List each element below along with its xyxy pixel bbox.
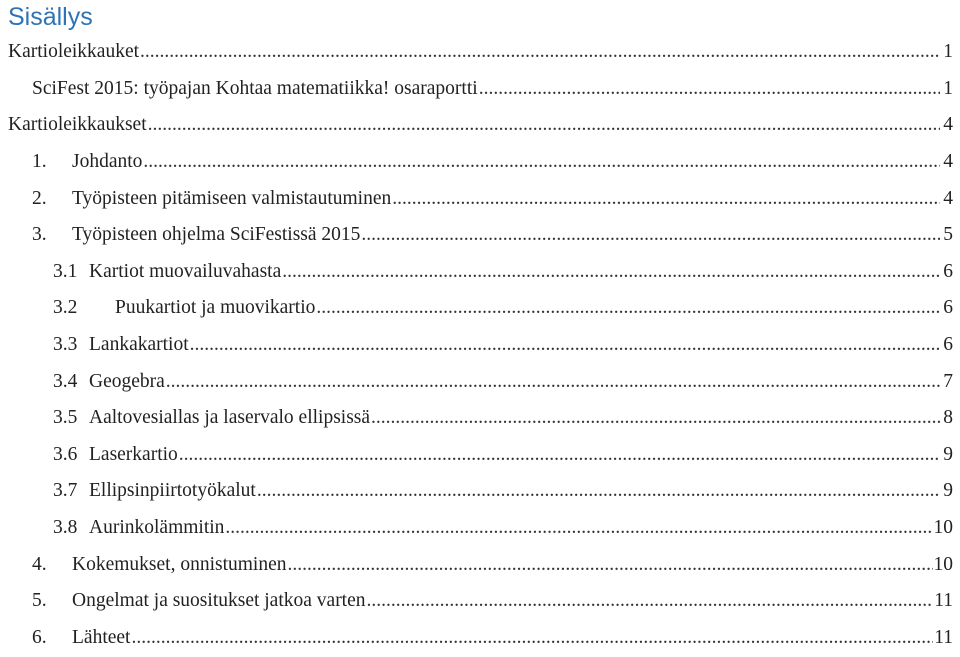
toc-entry-title: SciFest 2015: työpajan Kohtaa matematiikka! osaraportti [32,77,478,99]
toc-entry-title: Lähteet [72,626,131,648]
toc-entry-number: 3.1 [53,260,78,282]
toc-entry[interactable] [0,180,960,217]
toc-entry-number: 3.4 [53,370,78,392]
toc-entry[interactable] [0,437,960,474]
toc-entry[interactable] [0,34,960,71]
toc-entry-number: 4. [32,553,47,575]
toc-entry-page: 10 [933,553,953,575]
dot-leader [140,41,940,63]
toc-entry[interactable] [0,510,960,547]
toc-entry[interactable] [0,290,960,327]
toc-entry[interactable] [0,327,960,364]
toc-entry-number: 3.8 [53,517,78,539]
toc-entry-page: 6 [943,297,953,319]
toc-entry-page: 7 [943,370,953,392]
dot-leader [166,371,940,393]
toc-entry-title: Työpisteen ohjelma SciFestissä 2015 [72,224,361,246]
toc-entry-page: 4 [943,114,953,136]
toc-entry[interactable] [0,400,960,437]
toc-entry-page: 6 [943,260,953,282]
dot-leader [257,480,940,502]
toc-heading: Sisällys [8,3,93,31]
toc-entry-number: 6. [32,626,47,648]
toc-entry-title: Kartiot muovailuvahasta [89,260,282,282]
toc-entry[interactable] [0,473,960,510]
toc-entry-number: 3.3 [53,334,78,356]
toc-entry-number: 3.2 [53,297,78,319]
toc-entry-page: 6 [943,334,953,356]
dot-leader [392,188,940,210]
toc-entry-page: 4 [943,151,953,173]
toc-entry-page: 11 [934,590,953,612]
toc-entry-page: 9 [943,443,953,465]
toc-entry[interactable] [0,217,960,254]
toc-entry-title: Kartioleikkauket [8,41,140,63]
toc-entry-number: 3.6 [53,443,78,465]
toc-entry-page: 1 [943,41,953,63]
dot-leader [371,407,940,429]
dot-leader [190,334,940,356]
toc-entry-page: 11 [934,626,953,648]
toc-entry-title: Aurinkolämmitin [89,517,225,539]
dot-leader [143,151,940,173]
dot-leader [179,444,940,466]
toc-entry[interactable] [0,546,960,583]
dot-leader [361,224,940,246]
dot-leader [225,517,932,539]
toc-entry-number: 3.7 [53,480,78,502]
toc-entry-title: Työpisteen pitämiseen valmistautuminen [72,187,392,209]
toc-entry-number: 3. [32,224,47,246]
table-of-contents [0,34,960,656]
toc-entry-title: Puukartiot ja muovikartio [115,297,316,319]
toc-entry-number: 3.5 [53,407,78,429]
toc-entry[interactable] [0,363,960,400]
dot-leader [367,590,934,612]
toc-entry-title: Ongelmat ja suositukset jatkoa varten [72,590,366,612]
toc-entry-title: Laserkartio [89,443,178,465]
dot-leader [316,297,940,319]
dot-leader [131,627,933,649]
toc-entry-page: 5 [943,224,953,246]
dot-leader [287,554,932,576]
toc-entry-title: Kartioleikkaukset [8,114,147,136]
toc-entry-page: 9 [943,480,953,502]
toc-entry-title: Johdanto [72,151,143,173]
toc-entry-title: Ellipsinpiirtotyökalut [89,480,256,502]
toc-entry[interactable] [0,107,960,144]
toc-entry[interactable] [0,583,960,620]
toc-entry[interactable] [0,144,960,181]
toc-entry-page: 10 [933,517,953,539]
toc-entry[interactable] [0,71,960,108]
toc-entry[interactable] [0,254,960,291]
toc-entry-title: Lankakartiot [89,334,189,356]
dot-leader [148,114,940,136]
toc-entry-number: 2. [32,187,47,209]
toc-entry-title: Kokemukset, onnistuminen [72,553,287,575]
toc-entry[interactable] [0,620,960,657]
dot-leader [282,261,940,283]
toc-entry-title: Aaltovesiallas ja laservalo ellipsissä [89,407,371,429]
toc-entry-number: 5. [32,590,47,612]
dot-leader [479,78,940,100]
toc-entry-page: 1 [943,77,953,99]
toc-entry-page: 4 [943,187,953,209]
toc-entry-number: 1. [32,151,47,173]
toc-entry-title: Geogebra [89,370,165,392]
toc-entry-page: 8 [943,407,953,429]
